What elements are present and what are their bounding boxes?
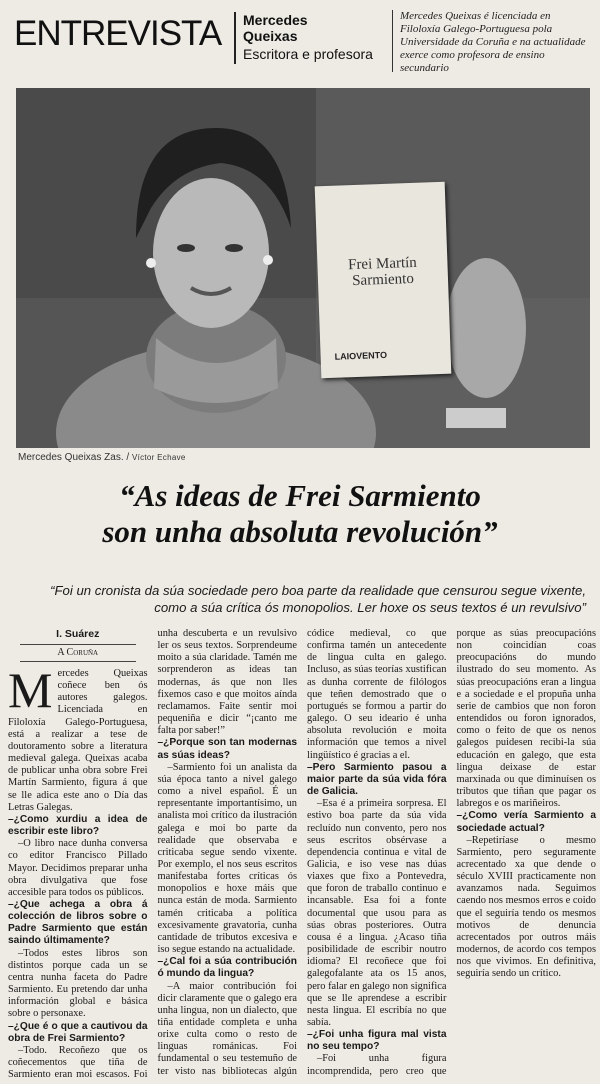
question: –¿Porque son tan modernas as súas ideas?	[157, 737, 297, 761]
question: –¿Que achega a obra á colección de libros sobre o Padre Sarmiento que están saindo últimamente?	[8, 898, 148, 947]
header-divider	[234, 12, 236, 64]
interviewee-bio: Mercedes Queixas é licenciada en Filoloxía Galego-Portuguesa pola Universidade da Coruña e na actualidade exerce como profesora de ensino secundario	[400, 10, 586, 74]
question: –Pero Sarmiento pasou a maior parte da súa vida fóra de Galicia.	[307, 761, 447, 798]
interviewee-first-name: Mercedes	[243, 12, 308, 28]
dateline: A Coruña	[20, 644, 136, 662]
answer: –Foi unha figura incomprendida, pero creo que porque as súas preocupacións non coincidían coas preocupacións do mundo ilustrado do seu momento. As súas preocupacións eran a lingua e a sociedade e el propuña unha serie de cambios que non foron entendidos ou foron ignorados, como o feito de que os nenos galegos puidesen recibi-la súa educación en galego, que esta lingua deixase de estar marxinada ou que diminuísen os tributos que tiñan que pagar os labregos e os mariñeiros.	[307, 628, 596, 1077]
section-kicker: ENTREVISTA	[14, 14, 222, 53]
subheadline: “Foi un cronista da súa sociedade pero boa parte da realidade que censurou segue vixente, como a súa crítica ós monopolios. Ler hoxe os seus textos é un revulsivo”	[50, 583, 586, 615]
interview-photo	[16, 88, 590, 448]
book-cover	[315, 182, 452, 378]
intro-text: ercedes Queixas coñece ben ós autores galegos. Licenciada en Filoloxía Galego-Portuguesa, está a realizar a tese de doutoramento sobre a literatura medieval galega. Queixas acaba de publicar unha obra sobre Frei Martín Sarmiento, figura á que se lle adica este ano o Día das Letras Galegas.	[8, 668, 148, 813]
question: –¿Como xurdiu a idea de escribir este libro?	[8, 813, 148, 838]
interviewee-last-name: Queixas	[243, 28, 298, 44]
byline: I. Suárez	[56, 628, 100, 640]
interviewee-role: Escritora e profesora	[243, 46, 373, 62]
answer: –Esa é a primeira sorpresa. El estivo boa parte da súa vida recluído nun convento, pero nos seus escritos obsérvase a dependencia continua e vital de Galicia, e iso vese nas dúas viaxes que fixo a Pontevedra, que foron de traballo continuo e incansable. Esa foi a fonte documental que usou para as súas obras posteriores. Outra cousa é a lingua. ¿Acaso tiña posibilidade de escribir noutro idioma? El recoñece que foi galegofalante ata os 15 anos, pero falar en galego non significa que se lle aprendese a escribir nesta lingua. El escribía no que sabía.	[307, 798, 447, 1028]
drop-cap: M	[8, 662, 53, 718]
answer: –O libro nace dunha conversa co editor Francisco Pillado Mayor. Decidimos preparar unha obra divulgativa que fose accesible para todos os públicos.	[8, 838, 148, 898]
question: –¿Que é o que a cautivou da obra de Frei Sarmiento?	[8, 1020, 148, 1044]
question: –¿Como vería Sarmiento a sociedade actual?	[456, 810, 596, 834]
headline-line1: “As ideas de Frei Sarmiento	[119, 478, 481, 513]
answer: –Todo. Recoñezo que os coñecementos que tiña de Sarmiento eran moi escasos. Foi unha descuberta e un revulsivo ler os seus textos. Sorprendeume moito a súa claridade. Tamén me sorprenderon as ideas tan modernas, ás que non lles fixemos caso e que moitos aínda reclamamos. Faite sentir moi pequeniña e dicir “¡canto me falta por saber!”	[8, 628, 297, 1081]
book-title-line2: Sarmiento	[351, 270, 415, 290]
question: –¿Foi unha figura mal vista no seu tempo?	[307, 1029, 447, 1053]
book-title-line1: Frei Martín	[347, 254, 418, 274]
headline	[0, 478, 600, 550]
caption-text: Mercedes Queixas Zas. /	[18, 452, 130, 463]
headline-line2: son unha absoluta revolución”	[102, 514, 498, 549]
bio-divider	[392, 10, 393, 72]
question: –¿Cal foi a súa contribución ó mundo da lingua?	[157, 956, 297, 980]
answer: –Todos estes libros son distintos porque cada un se centra nunha faceta do Padre Sarmiento. Eu pretendo dar unha información global e básica sobre o personaxe.	[8, 947, 148, 1020]
intro-paragraph	[8, 662, 148, 814]
answer: –A maior contribución foi dicir claramente que o galego era unha lingua, non un dialecto, que tiña entidade completa e unha orixe culta como o resto de linguas románicas. Foi fundamental o seu testemuño de ter visto nas bibliotecas algún códice medieval, co que confirma tamén un antecedente de lingua culta en galego. Incluso, as súas teorías xustifican as dunha corrente de filólogos que teñen demostrado que o portugués se formou a partir do galego. O seu ideario é unha absoluta revolución e moita información que temos a nivel lingüístico é gracias a el.	[157, 628, 447, 1077]
answer: –Repetiríase o mesmo Sarmiento, pero seguramente acrecentado xa que dende o século XVIII practicamente non avanzamos nada. Seguimos caendo nos mesmos erros e coido que el seguiría tendo os mesmos motivos de denuncia acrecentados por outros máis modernos, de acordo cos tempos nos que vivimos. En definitiva, seguiría sendo un crítico.	[456, 834, 596, 980]
answer: –Sarmiento foi un analista da súa época tanto a nivel galego como a nivel español. É un representante importantísimo, un analista moi crítico da ilustración galega e moi bo parte da realidade que observaba e criticaba segue sendo vixente. Por exemplo, el nos seus escritos manifestaba fortes críticas ós monopolios e hoxe máis que nunca están de moda. Sarmiento tamén criticaba a política excesivamente gravatoria, cunha cantidade de tributos excesiva e iso segue estando na actualidade.	[157, 761, 297, 956]
book-publisher: LAIOVENTO	[334, 349, 388, 362]
article-header	[0, 0, 600, 72]
photo-caption	[18, 452, 186, 463]
interviewee-name	[243, 12, 308, 44]
book-title	[317, 254, 448, 291]
article-body	[8, 628, 596, 1084]
photo-credit: Víctor Echave	[131, 453, 186, 462]
